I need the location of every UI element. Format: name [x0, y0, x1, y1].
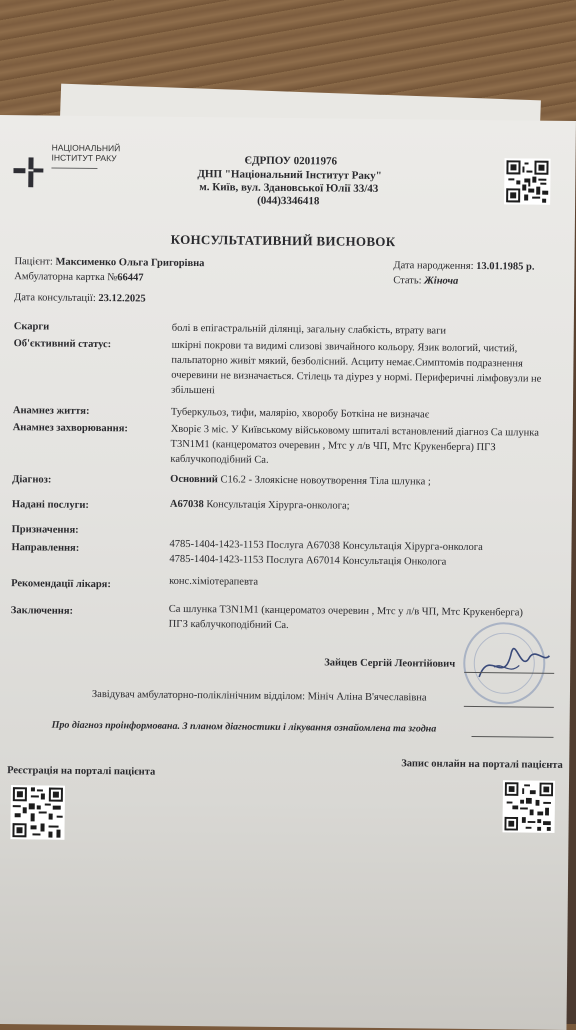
consultation-document	[0, 115, 576, 1030]
organization-address: м. Київ, вул. Здановської Юлії 33/43	[199, 181, 379, 195]
institute-logo-icon	[13, 157, 43, 187]
complaints-label: Скарги	[13, 321, 50, 333]
doctor-name: Зайцев Сергій Леонтійович	[324, 657, 456, 670]
head-of-department: Завідувач амбулаторно-поліклінічним відділом: Мініч Аліна В'ячеславівна	[91, 688, 427, 704]
round-stamp	[449, 617, 560, 710]
diagnosis-row	[170, 473, 431, 489]
disease-history-label: Анамнез захворювання:	[12, 422, 128, 435]
card-number: 66447	[117, 272, 144, 284]
conclusion-line-2: ПГЗ каблучкоподібний Са.	[168, 618, 289, 632]
dob-value: 13.01.1985 р.	[476, 260, 535, 273]
dob-row	[393, 259, 534, 273]
diagnosis-text: C16.2 - Злоякісне новоутворення Тіла шлунка ;	[220, 474, 431, 488]
logo-divider	[51, 168, 97, 169]
sex-row	[393, 274, 458, 288]
sex-label: Стать:	[393, 275, 422, 287]
complaints-text: болі в епігастральній ділянці, загальну слабкість, втрату ваги	[171, 322, 447, 337]
logo-text	[52, 144, 121, 164]
logo-text-line-1: НАЦІОНАЛЬНИЙ	[51, 142, 121, 154]
life-history-label: Анамнез життя:	[12, 405, 90, 417]
card-label: Амбулаторна картка №	[14, 271, 118, 284]
prescriptions-label: Призначення:	[11, 524, 79, 536]
consult-date-label: Дата консультації:	[14, 292, 96, 305]
online-booking-label: Запис онлайн на порталі пацієнта	[401, 758, 563, 771]
organization-phone: (044)3346418	[257, 194, 320, 208]
consult-date-value: 23.12.2025	[98, 293, 146, 305]
diagnosis-prefix: Основний	[170, 473, 218, 486]
disease-history-line-3: каблучкоподібний Са.	[170, 453, 269, 466]
informed-consent-text: Про діагноз проінформована. З планом діагностики і лікування ознайомлена та згодна	[51, 719, 437, 735]
services-label: Надані послуги:	[11, 499, 89, 511]
edrpou-code: ЄДРПОУ 02011976	[244, 154, 338, 168]
registration-qr-code	[10, 785, 65, 840]
status-line-1: шкірні покрови та видимі слизові звичайного кольору. Язик вологий, чистий,	[171, 339, 518, 355]
document-title: КОНСУЛЬТАТИВНИЙ ВИСНОВОК	[170, 231, 396, 250]
disease-history-line-1: Хворіє 3 міс. У Київському військовому шпиталі встановлений діагноз Са шлунка	[170, 423, 539, 439]
referral-item-2: 4785-1404-1423-1153 Послуга A67014 Консультація Онколога	[169, 553, 447, 568]
referrals-label: Направлення:	[11, 542, 80, 554]
life-history-text: Туберкульоз, тифи, малярію, хворобу Боткіна не визначає	[170, 406, 430, 421]
status-line-2: пальпаторно живіт мякий, безболісний. Асциту немає.Симптомів подразнення	[171, 354, 523, 370]
services-row	[170, 498, 350, 513]
consent-signature-line	[472, 736, 554, 738]
online-booking-qr-code	[503, 780, 556, 833]
sex-value: Жіноча	[424, 275, 459, 287]
organization-name: ДНП "Національний Інститут Раку"	[197, 168, 382, 183]
patient-label: Пацієнт:	[14, 256, 53, 268]
services-text: Консультація Хірурга-онколога;	[206, 499, 350, 512]
disease-history-line-2: T3N1M1 (канцероматоз очеревин , Мтс у л/в ЧП, Мтс Крукенберга) ПГЗ	[170, 438, 496, 454]
diagnosis-label: Діагноз:	[12, 474, 52, 486]
header-qr-code	[504, 158, 550, 204]
services-code: A67038	[169, 498, 204, 511]
patient-name: Максименко Ольга Григорівна	[55, 256, 205, 270]
referral-item-1: 4785-1404-1423-1153 Послуга A67038 Консультація Хірурга-онколога	[169, 538, 483, 554]
consult-date-row	[14, 291, 146, 305]
status-label: Об'єктивний статус:	[13, 338, 112, 351]
conclusion-label: Заключення:	[10, 605, 74, 617]
recommendations-label: Рекомендації лікаря:	[11, 578, 111, 591]
portal-registration-label: Реєстрація на порталі пацієнта	[7, 765, 156, 778]
patient-row	[14, 255, 204, 270]
status-line-3: очеревини не визначається. Стілець та діурез у нормі. Периферичні лімфовузли не	[171, 369, 542, 385]
dob-label: Дата народження:	[393, 260, 474, 272]
conclusion-line-1: Са шлунка T3N1M1 (канцероматоз очеревин , Мтс у л/в ЧП, Мтс Крукенберга)	[168, 603, 523, 619]
logo-text-line-2: ІНСТИТУТ РАКУ	[51, 152, 117, 163]
status-line-4: збільшені	[171, 384, 215, 397]
card-row	[14, 270, 143, 284]
recommendations-text: конс.хіміотерапевта	[169, 575, 259, 588]
